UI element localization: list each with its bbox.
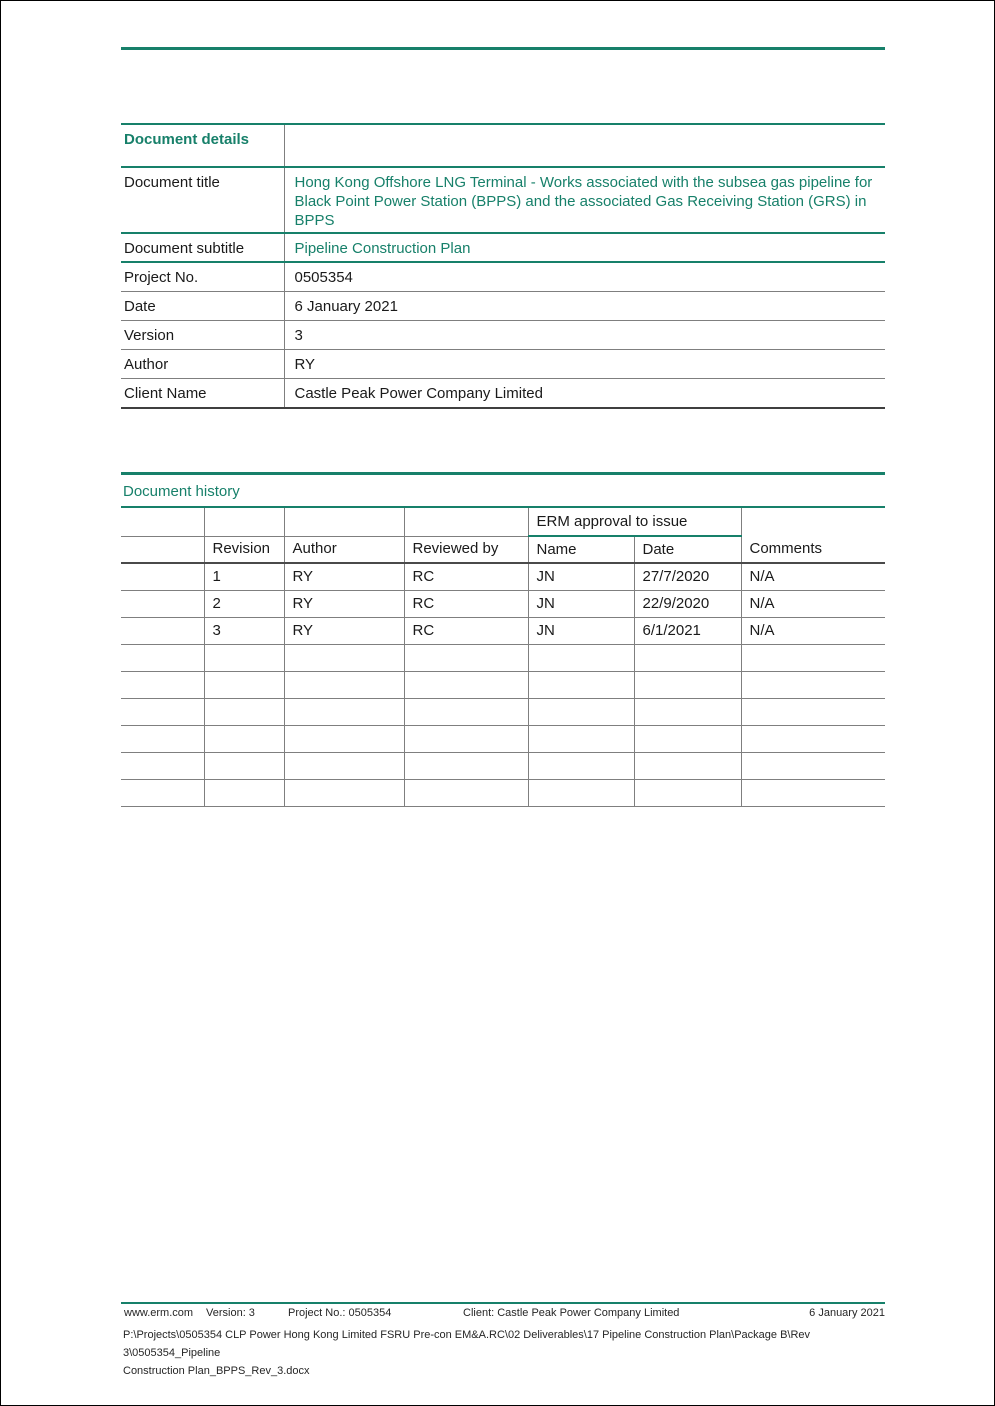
history-gutter-cell — [121, 536, 204, 563]
details-label: Project No. — [121, 262, 284, 291]
history-cell: RC — [404, 590, 528, 617]
history-cell: 1 — [204, 563, 284, 590]
history-cell: 27/7/2020 — [634, 563, 741, 590]
document-history-table — [121, 506, 885, 807]
history-section-rule — [121, 472, 885, 475]
footer-client: Client: Castle Peak Power Company Limited — [463, 1307, 680, 1319]
history-empty-row — [121, 671, 885, 698]
details-value: 6 January 2021 — [284, 291, 885, 320]
details-row-subtitle — [121, 233, 885, 262]
details-label: Document subtitle — [121, 233, 284, 262]
history-cell: N/A — [741, 617, 885, 644]
footer-version: Version: 3 — [206, 1307, 255, 1319]
details-label: Client Name — [121, 378, 284, 408]
details-header-row — [121, 124, 885, 167]
history-column-header: Author — [284, 536, 404, 563]
history-empty-cell — [284, 507, 404, 536]
history-gutter-cell — [121, 590, 204, 617]
history-data-row — [121, 563, 885, 590]
details-value: Pipeline Construction Plan — [284, 233, 885, 262]
history-empty-row — [121, 779, 885, 806]
details-row-project-no — [121, 262, 885, 291]
footer-project-no: Project No.: 0505354 — [288, 1307, 392, 1319]
history-cell: JN — [528, 617, 634, 644]
history-cell: RY — [284, 617, 404, 644]
details-value: Castle Peak Power Company Limited — [284, 378, 885, 408]
history-column-header: Reviewed by — [404, 536, 528, 563]
history-gutter-cell — [121, 563, 204, 590]
details-value: 0505354 — [284, 262, 885, 291]
history-cell: JN — [528, 563, 634, 590]
history-empty-cell — [741, 507, 885, 536]
details-label: Author — [121, 349, 284, 378]
history-section-title: Document history — [123, 483, 240, 500]
details-row-client — [121, 378, 885, 408]
footer-info-line — [121, 1307, 885, 1323]
history-empty-cell — [404, 507, 528, 536]
history-cell: RC — [404, 617, 528, 644]
history-empty-cell — [204, 507, 284, 536]
history-gutter-cell — [121, 617, 204, 644]
history-column-header: Date — [634, 536, 741, 563]
details-row-author — [121, 349, 885, 378]
page-top-rule — [121, 47, 885, 50]
history-cell: RC — [404, 563, 528, 590]
details-row-version — [121, 320, 885, 349]
history-cell: RY — [284, 590, 404, 617]
document-details-table — [121, 123, 885, 409]
history-cell: 2 — [204, 590, 284, 617]
history-column-header: Name — [528, 536, 634, 563]
footer-rule — [121, 1302, 885, 1304]
history-empty-row — [121, 725, 885, 752]
footer-file-path-line1: P:\Projects\0505354 CLP Power Hong Kong Limited FSRU Pre-con EM&A.RC\02 Deliverables\17 Pipeline Construction Plan\Package B\Rev 3\0505354_Pipeline — [123, 1329, 811, 1359]
history-column-header-row — [121, 536, 885, 563]
history-cell: N/A — [741, 563, 885, 590]
history-cell: 3 — [204, 617, 284, 644]
history-data-row — [121, 590, 885, 617]
erm-approval-header: ERM approval to issue — [528, 507, 741, 536]
details-value: RY — [284, 349, 885, 378]
history-empty-row — [121, 644, 885, 671]
footer-file-path-line2: Construction Plan_BPPS_Rev_3.docx — [123, 1365, 310, 1377]
footer-file-path — [123, 1326, 893, 1380]
history-empty-row — [121, 698, 885, 725]
history-column-header: Revision — [204, 536, 284, 563]
details-row-title — [121, 167, 885, 233]
history-cell: 22/9/2020 — [634, 590, 741, 617]
footer-date: 6 January 2021 — [809, 1307, 885, 1319]
history-cell: N/A — [741, 590, 885, 617]
details-value: Hong Kong Offshore LNG Terminal - Works associated with the subsea gas pipeline for Black Point Power Station (BPPS) and the associated Gas Receiving Station (GRS) in BPPS — [284, 167, 885, 233]
history-data-row — [121, 617, 885, 644]
details-label: Document title — [121, 167, 284, 233]
footer-website: www.erm.com — [124, 1307, 194, 1319]
history-cell: 6/1/2021 — [634, 617, 741, 644]
history-gutter-cell — [121, 507, 204, 536]
details-label: Version — [121, 320, 284, 349]
history-empty-row — [121, 752, 885, 779]
details-section-title: Document details — [121, 124, 284, 167]
history-cell: RY — [284, 563, 404, 590]
details-row-date — [121, 291, 885, 320]
history-approval-row — [121, 507, 885, 536]
history-column-header: Comments — [741, 536, 885, 563]
history-cell: JN — [528, 590, 634, 617]
details-header-empty-cell — [284, 124, 885, 167]
details-value: 3 — [284, 320, 885, 349]
details-label: Date — [121, 291, 284, 320]
